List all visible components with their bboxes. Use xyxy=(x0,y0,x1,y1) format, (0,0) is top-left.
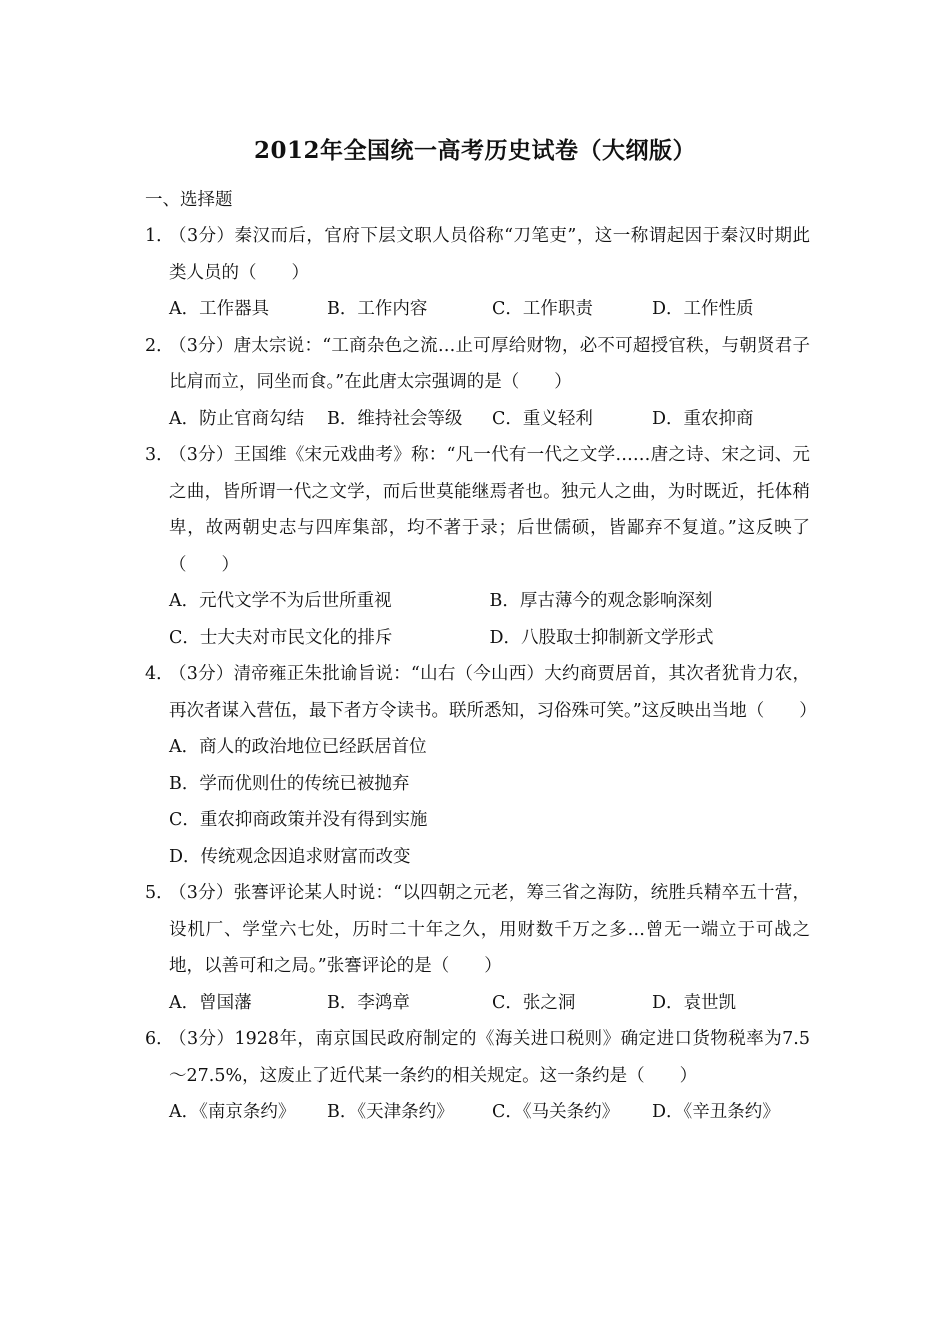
option-a[interactable]: A．曾国藩 xyxy=(169,992,252,1013)
option-c[interactable]: C．张之洞 xyxy=(492,992,576,1013)
question-text: （3分）秦汉而后，官府下层文职人员俗称“刀笔吏”，这一称谓起因于秦汉时期此类人员的（ ） xyxy=(169,226,810,283)
question-1 xyxy=(145,218,810,328)
question-number: 3． xyxy=(145,445,174,465)
option-c[interactable]: C．重农抑商政策并没有得到实施 xyxy=(169,810,428,830)
question-3 xyxy=(145,437,810,656)
question-text: （3分）唐太宗说：“工商杂色之流…止可厚给财物，必不可超授官秩，与朝贤君子比肩而立，同坐而食。”在此唐太宗强调的是（ ） xyxy=(169,335,810,392)
option-b[interactable]: B．厚古薄今的观念影响深刻 xyxy=(489,591,713,611)
option-d[interactable]: D．《辛丑条约》 xyxy=(652,1102,780,1122)
option-b[interactable]: B．《天津条约》 xyxy=(327,1102,454,1122)
question-text: （3分）清帝雍正朱批谕旨说：“山右（今山西）大约商贾居首，其次者犹肯力农，再次者谋入营伍，最下者方令读书。联所悉知，习俗殊可笑。”这反映出当地（ ） xyxy=(169,664,817,721)
option-a[interactable]: A．《南京条约》 xyxy=(169,1102,296,1122)
option-a[interactable]: A．元代文学不为后世所重视 xyxy=(169,591,392,611)
question-number: 5． xyxy=(145,883,174,903)
options-row xyxy=(145,802,810,839)
options-row xyxy=(145,839,810,876)
question-text: （3分）1928年，南京国民政府制定的《海关进口税则》确定进口货物税率为7.5～27.5%，这废止了近代某一条约的相关规定。这一条约是（ ） xyxy=(169,1029,810,1086)
options-row xyxy=(145,1094,810,1131)
question-4 xyxy=(145,656,817,875)
question-text: （3分）张謇评论某人时说：“以四朝之元老，筹三省之海防，统胜兵精卒五十营，设机厂、学堂六七处，历时二十年之久，用财数千万之多…曾无一端立于可战之地，以善可和之局。”张謇评论的是（ ） xyxy=(169,883,810,976)
question-2 xyxy=(145,328,810,438)
question-6 xyxy=(145,1021,810,1131)
option-d[interactable]: D．八股取士抑制新文学形式 xyxy=(489,627,714,648)
page-title: 2012年全国统一高考历史试卷（大纲版） xyxy=(253,137,696,164)
options-row xyxy=(145,985,810,1022)
question-number: 4． xyxy=(145,664,174,684)
option-a[interactable]: A．防止官商勾结 xyxy=(169,408,305,429)
section-heading: 一、选择题 xyxy=(145,190,233,210)
option-a[interactable]: A．工作器具 xyxy=(169,299,270,319)
option-c[interactable]: C．工作职责 xyxy=(492,299,593,319)
option-d[interactable]: D．传统观念因追求财富而改变 xyxy=(169,846,411,867)
question-text: （3分）王国维《宋元戏曲考》称：“凡一代有一代之文学……唐之诗、宋之词、元之曲，皆所谓一代之文学，而后世莫能继焉者也。独元人之曲，为时既近，托体稍卑，故两朝史志与四库集部，均不著于录；后世儒硕，皆鄙弃不复道。”这反映了（ ） xyxy=(169,445,810,575)
option-c[interactable]: C．士大夫对市民文化的排斥 xyxy=(169,627,393,648)
option-c[interactable]: C．重义轻利 xyxy=(492,408,593,429)
option-b[interactable]: B．维持社会等级 xyxy=(327,408,463,429)
option-b[interactable]: B．工作内容 xyxy=(327,299,428,319)
question-number: 1． xyxy=(145,226,174,246)
question-number: 6． xyxy=(145,1029,174,1049)
option-c[interactable]: C．《马关条约》 xyxy=(492,1102,620,1122)
options-row xyxy=(145,620,810,657)
option-d[interactable]: D．工作性质 xyxy=(652,299,754,319)
option-b[interactable]: B．学而优则仕的传统已被抛弃 xyxy=(169,773,410,794)
question-list xyxy=(145,218,817,1131)
options-row xyxy=(145,401,810,438)
options-row xyxy=(145,291,810,328)
option-d[interactable]: D．重农抑商 xyxy=(652,408,754,429)
question-number: 2． xyxy=(145,335,174,356)
option-b[interactable]: B．李鸿章 xyxy=(327,992,410,1013)
option-a[interactable]: A．商人的政治地位已经跃居首位 xyxy=(169,737,427,757)
options-row xyxy=(145,583,810,620)
options-row xyxy=(145,729,810,766)
option-d[interactable]: D．袁世凯 xyxy=(652,992,737,1013)
question-5 xyxy=(145,875,810,1021)
options-row xyxy=(145,766,810,803)
